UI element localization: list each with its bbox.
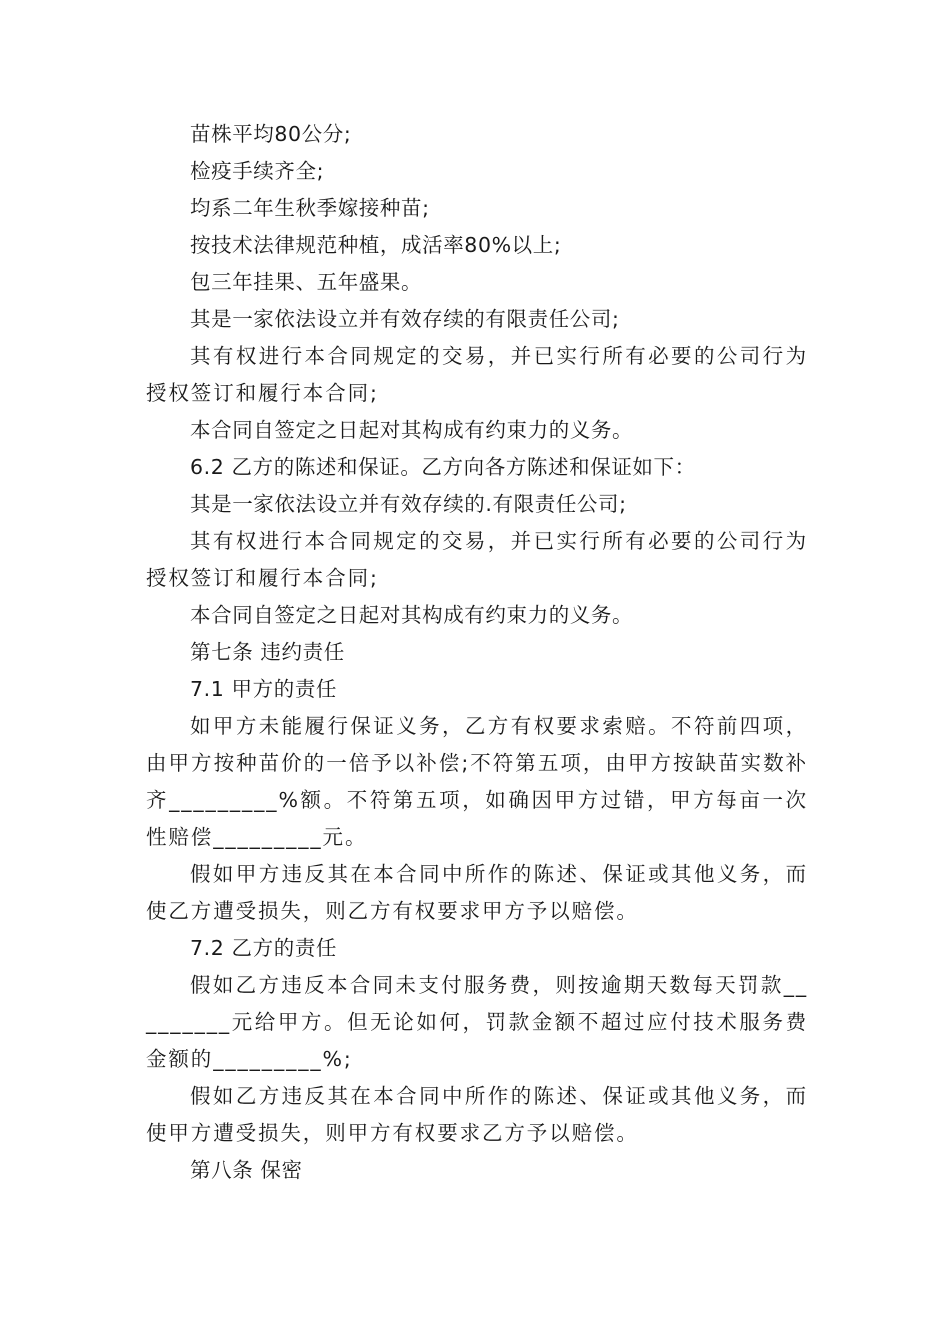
subsection-heading-7-1: 7.1 甲方的责任 (190, 677, 338, 701)
paragraph-5: 包三年挂果、五年盛果。 (190, 270, 423, 294)
paragraph-4: 按技术法律规范种植，成活率80%以上; (190, 233, 562, 257)
subsection-heading-7-2: 7.2 乙方的责任 (190, 936, 338, 960)
paragraph-1: 苗株平均80公分; (190, 122, 352, 146)
paragraph-11: 其有权进行本合同规定的交易，并已实行所有必要的公司行为授权签订和履行本合同; (146, 529, 808, 590)
paragraph-6: 其是一家依法设立并有效存续的有限责任公司; (190, 307, 620, 331)
paragraph-2: 检疫手续齐全; (190, 159, 325, 183)
paragraph-19: 假如乙方违反其在本合同中所作的陈述、保证或其他义务，而使甲方遭受损失，则甲方有权要求乙方予以赔偿。 (146, 1084, 808, 1145)
section-heading-7: 第七条 违约责任 (190, 640, 345, 664)
paragraph-16: 假如甲方违反其在本合同中所作的陈述、保证或其他义务，而使乙方遭受损失，则乙方有权要求甲方予以赔偿。 (146, 862, 808, 923)
paragraph-3: 均系二年生秋季嫁接种苗; (190, 196, 430, 220)
paragraph-9: 6.2 乙方的陈述和保证。乙方向各方陈述和保证如下： (190, 455, 696, 479)
document-body (146, 116, 808, 1189)
paragraph-15: 如甲方未能履行保证义务，乙方有权要求索赔。不符前四项，由甲方按种苗价的一倍予以补偿;不符第五项，由甲方按缺苗实数补齐_________%额。不符第五项，如确因甲方过错，甲方每亩一次性赔偿_________元。 (146, 714, 808, 849)
paragraph-18: 假如乙方违反本合同未支付服务费，则按逾期天数每天罚款_________元给甲方。但无论如何，罚款金额不超过应付技术服务费金额的_________%; (146, 973, 808, 1071)
paragraph-8: 本合同自签定之日起对其构成有约束力的义务。 (190, 418, 634, 442)
paragraph-12: 本合同自签定之日起对其构成有约束力的义务。 (190, 603, 634, 627)
section-heading-8: 第八条 保密 (190, 1158, 303, 1182)
paragraph-7: 其有权进行本合同规定的交易，并已实行所有必要的公司行为授权签订和履行本合同; (146, 344, 808, 405)
paragraph-10: 其是一家依法设立并有效存续的.有限责任公司; (190, 492, 627, 516)
